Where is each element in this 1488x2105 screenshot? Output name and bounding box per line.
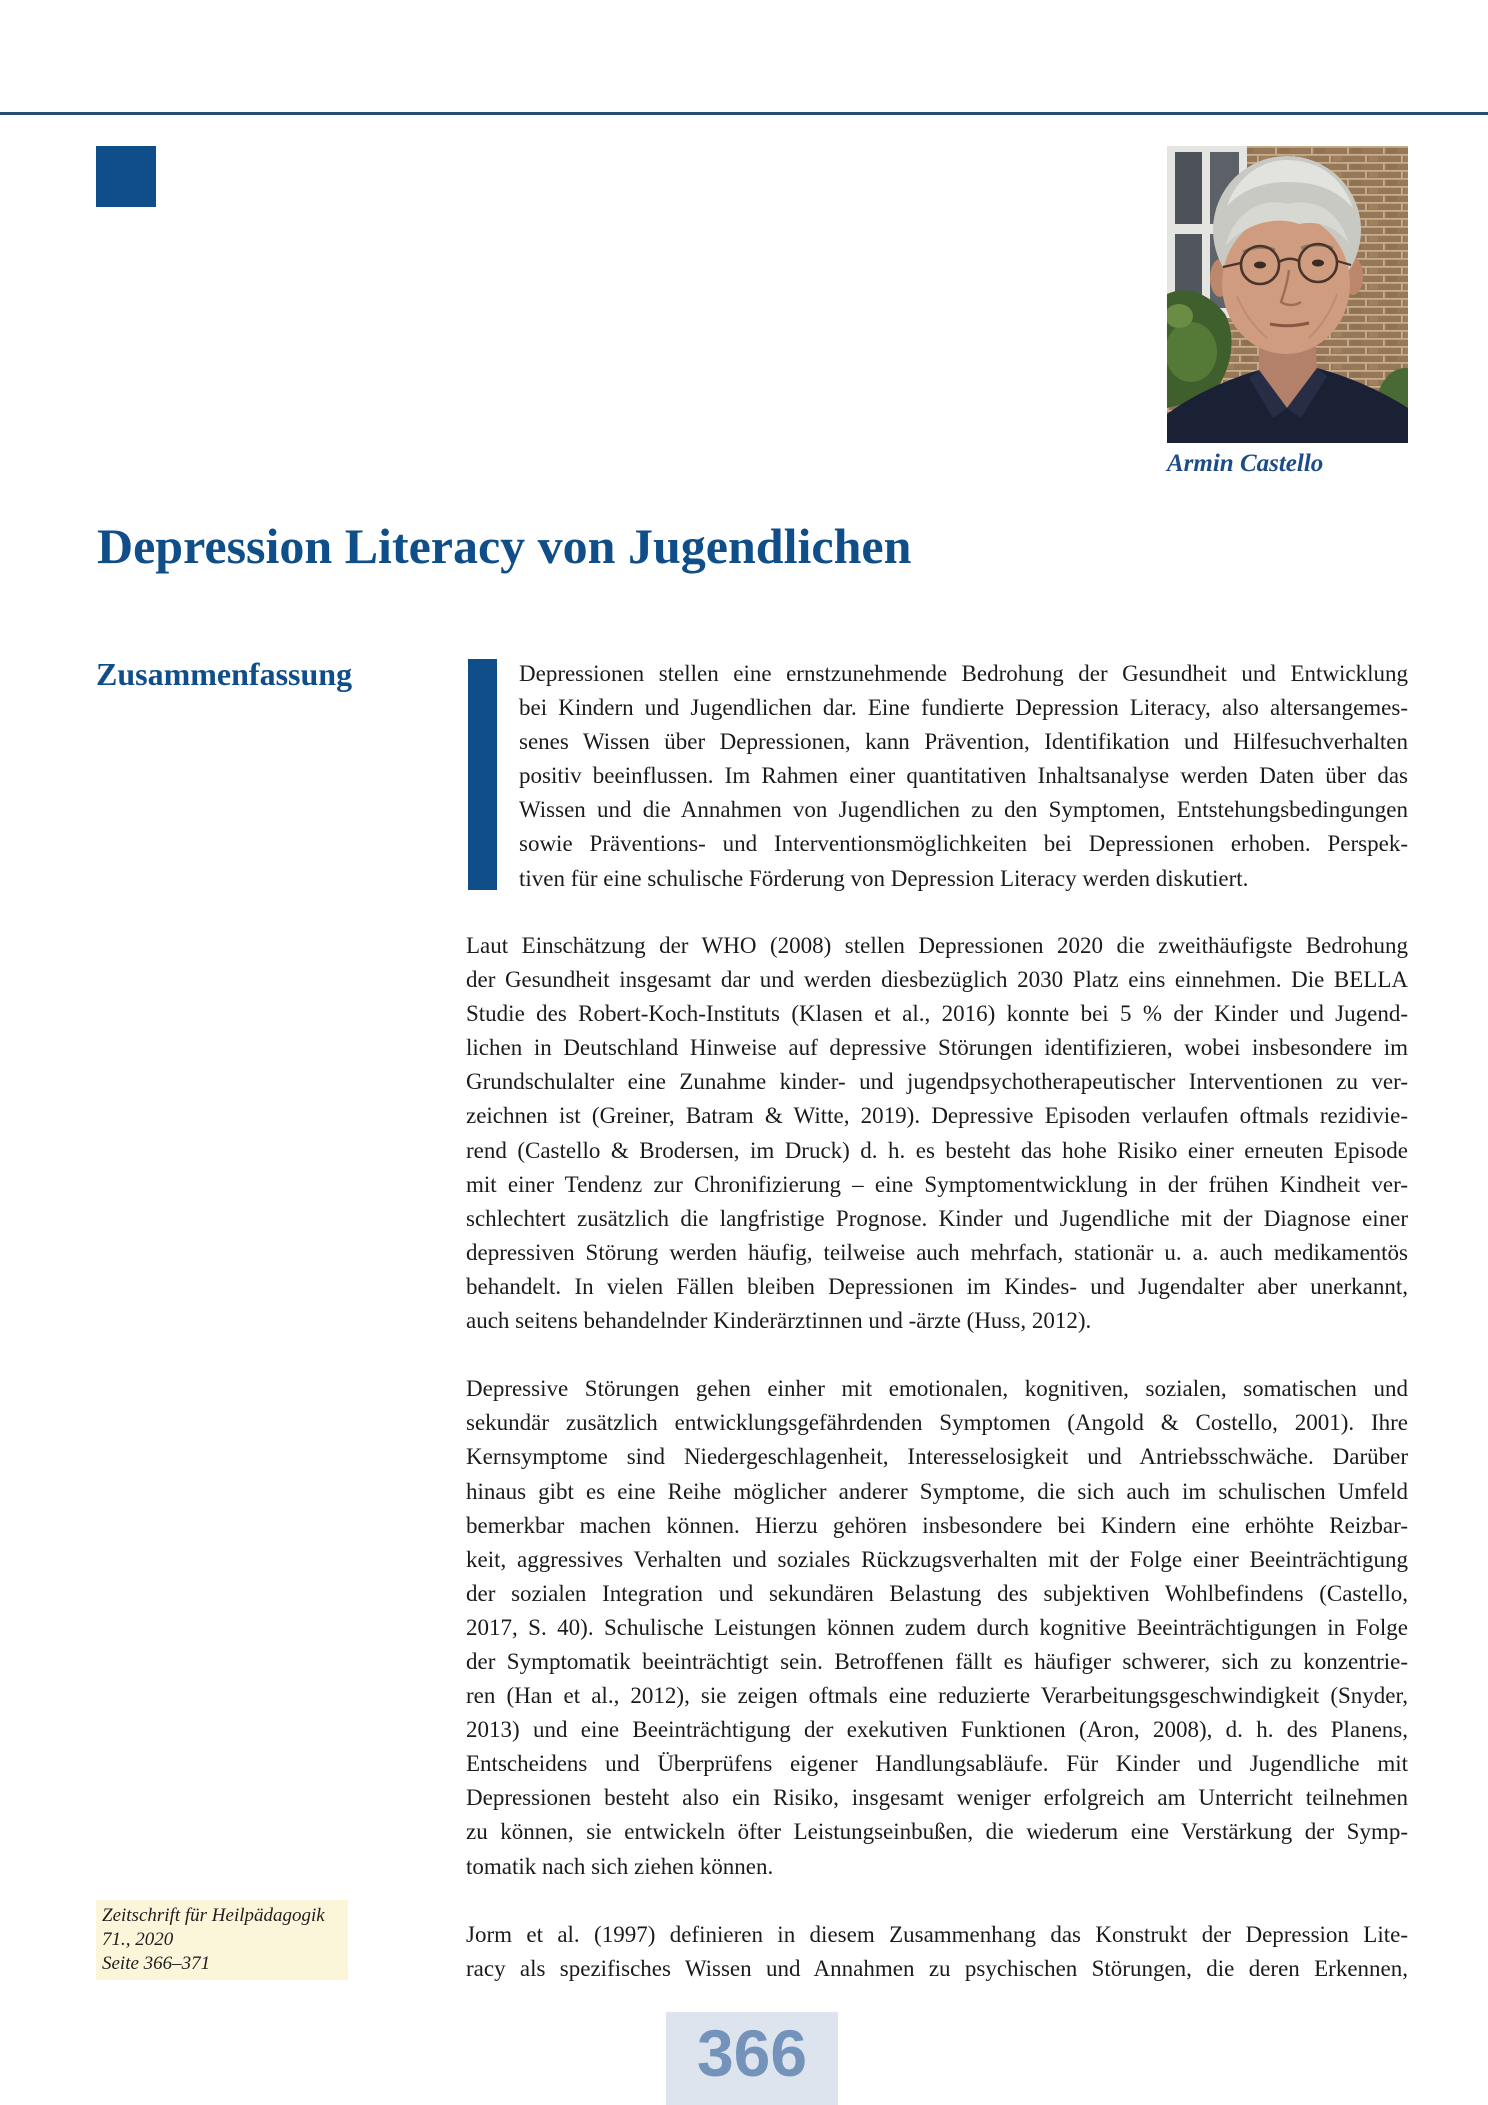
abstract-line: Depressionen stellen eine ernstzunehmende Bedrohung der Gesundheit und Entwicklung [519, 661, 1408, 686]
body-line: mit einer Tendenz zur Chronifizierung – eine Symptomentwicklung in der frühen Kindheit ver- [466, 1171, 1408, 1197]
abstract-line: Wissen und die Annahmen von Jugendlichen zu den Symptomen, Entstehungsbedingungen [519, 797, 1408, 823]
body-paragraph [466, 929, 1408, 1338]
article-title: Depression Literacy von Jugendlichen [97, 518, 912, 574]
body-line: Grundschulalter eine Zunahme kinder- und jugendpsychotherapeutischer Interventionen zu ver- [466, 1069, 1408, 1095]
journal-citation-box [96, 1900, 348, 1980]
body-paragraph [466, 1918, 1408, 1986]
body-line: auch seitens behandelnder Kinderärztinnen und -ärzte (Huss, 2012). [466, 1308, 1092, 1334]
abstract-line: bei Kindern und Jugendlichen dar. Eine fundierte Depression Literacy, also altersangemes- [519, 695, 1408, 721]
body-text [466, 929, 1408, 2020]
body-line: zu können, sie entwickeln öfter Leistungseinbußen, die wiederum eine Verstärkung der Symp- [466, 1819, 1408, 1845]
body-line: keit, aggressives Verhalten und soziales Rückzugsverhalten mit der Folge einer Beeinträchtigung [466, 1546, 1408, 1572]
body-line: Kernsymptome sind Niedergeschlagenheit, Interesselosigkeit und Antriebsschwäche. Darüber [466, 1444, 1408, 1470]
body-line: behandelt. In vielen Fällen bleiben Depressionen im Kindes- und Jugendalter aber unerkannt, [466, 1273, 1408, 1299]
body-line: Jorm et al. (1997) definieren in diesem Zusammenhang das Konstrukt der Depression Lite- [466, 1921, 1408, 1947]
body-line: schlechtert zusätzlich die langfristige Prognose. Kinder und Jugendliche mit der Diagnose einer [466, 1205, 1408, 1231]
body-line: ren (Han et al., 2012), sie zeigen oftmals eine reduzierte Verarbeitungsgeschwindigkeit (Snyder, [466, 1683, 1408, 1709]
body-line: bemerkbar machen können. Hierzu gehören insbesondere bei Kindern eine erhöhte Reizbar- [466, 1512, 1408, 1538]
body-line: sekundär zusätzlich entwicklungsgefährdenden Symptomen (Angold & Costello, 2001). Ihre [466, 1410, 1408, 1436]
abstract-accent-bar [468, 659, 497, 890]
abstract-line: tiven für eine schulische Förderung von Depression Literacy werden diskutiert. [519, 865, 1249, 891]
journal-name: Zeitschrift für Heilpädagogik [102, 1905, 325, 1926]
body-line: der Symptomatik beeinträchtigt sein. Betroffenen fällt es häufiger schwerer, sich zu konzentrie- [466, 1648, 1408, 1674]
body-line: der sozialen Integration und sekundären Belastung des subjektiven Wohlbefindens (Castello, [466, 1580, 1408, 1606]
abstract-line: positiv beeinflussen. Im Rahmen einer quantitativen Inhaltsanalyse werden Daten über das [519, 763, 1408, 789]
body-line: lichen in Deutschland Hinweise auf depressive Störungen identifizieren, wobei insbesondere im [466, 1035, 1408, 1061]
header-rule [0, 112, 1488, 115]
page-number-box [666, 2012, 838, 2105]
section-marker-square [96, 146, 156, 207]
body-line: Entscheidens und Überprüfens eigener Handlungsabläufe. Für Kinder und Jugendliche mit [466, 1751, 1408, 1777]
author-name-caption: Armin Castello [1167, 450, 1324, 477]
abstract-line: senes Wissen über Depressionen, kann Prävention, Identifikation und Hilfesuchverhalten [519, 729, 1408, 755]
author-portrait-photo [1167, 146, 1408, 443]
body-line: 2013) und eine Beeinträchtigung der exekutiven Funktionen (Aron, 2008), d. h. des Planens, [466, 1717, 1408, 1743]
body-line: Laut Einschätzung der WHO (2008) stellen Depressionen 2020 die zweithäufigste Bedrohung [466, 933, 1408, 958]
body-line: Studie des Robert-Koch-Instituts (Klasen et al., 2016) konnte bei 5 % der Kinder und Jugend- [466, 1001, 1408, 1027]
body-line: Depressionen besteht also ein Risiko, insgesamt weniger erfolgreich am Unterricht teilnehmen [466, 1785, 1408, 1811]
body-line: der Gesundheit insgesamt dar und werden diesbezüglich 2030 Platz eins einnehmen. Die BELLA [466, 967, 1408, 993]
body-line: Depressive Störungen gehen einher mit emotionalen, kognitiven, sozialen, somatischen und [466, 1376, 1408, 1402]
body-line: hinaus gibt es eine Reihe möglicher anderer Symptome, die sich auch im schulischen Umfeld [466, 1478, 1408, 1504]
body-line: rend (Castello & Brodersen, im Druck) d. h. es besteht das hohe Risiko einer erneuten Episode [466, 1137, 1408, 1163]
body-line: depressiven Störung werden häufig, teilweise auch mehrfach, stationär u. a. auch medikamentös [466, 1239, 1408, 1265]
body-line: tomatik nach sich ziehen können. [466, 1853, 774, 1879]
abstract-text [519, 657, 1408, 896]
abstract-line: sowie Präventions- und Interventionsmöglichkeiten bei Depressionen erhoben. Perspek- [519, 831, 1408, 857]
journal-pages: Seite 366–371 [102, 1953, 211, 1974]
page-number: 366 [696, 2015, 808, 2090]
author-photo [1167, 146, 1408, 443]
body-line: racy als spezifisches Wissen und Annahmen zu psychischen Störungen, die deren Erkennen, [466, 1955, 1408, 1981]
body-line: 2017, S. 40). Schulische Leistungen können zudem durch kognitive Beeinträchtigungen in Folge [466, 1614, 1408, 1640]
abstract-heading: Zusammenfassung [96, 656, 353, 692]
journal-volume-year: 71., 2020 [102, 1929, 174, 1950]
body-paragraph [466, 1372, 1408, 1883]
body-line: zeichnen ist (Greiner, Batram & Witte, 2019). Depressive Episoden verlaufen oftmals rezidivie- [466, 1103, 1408, 1129]
